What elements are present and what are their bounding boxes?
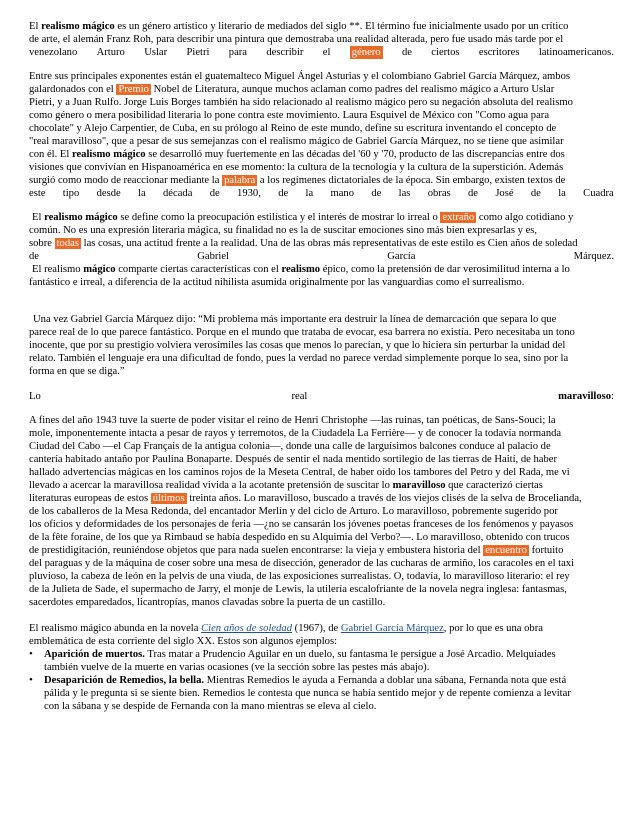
bullet-2-line-3: con la sábana y se despide de Fernanda con la mano mientras se eleva al cielo. — [44, 701, 377, 712]
p2-line-5: chocolate" y Alejo Carpentier, de Cuba, en su prólogo al Reino de este mundo, define su escritura inventando el concepto de — [29, 123, 557, 134]
p4-line-4: relato. También el lenguaje era una dificultad de fondo, pues la verdad no parece verdad simplemente porque lo sea, sino por la — [29, 353, 569, 364]
lo-real-maravilloso-line: Lo real maravilloso: — [29, 391, 614, 402]
p1-line-2: de arte, el alemán Franz Roh, para describir una pintura que demostraba una realidad alterada, pero fue usado más tarde por el — [29, 34, 564, 45]
p6-line-7: literaturas europeas de estos últimos treinta años. Lo maravilloso, buscado a través de los viejos clisés de la selva de Brocelianda, — [29, 493, 582, 504]
p1-line-1: El realismo mágico es un género artístico y literario de mediados del siglo **. El término fue inicialmente usado por un crítico — [29, 21, 569, 32]
highlight-extrano: extraño — [442, 212, 475, 223]
bullet-1-title: Aparición de muertos. — [44, 649, 145, 660]
garcia-marquez-link[interactable]: Gabriel García Márquez — [340, 623, 444, 634]
p6-line-14: de la Julieta de Sade, el supermacho de Jarry, el monje de Lewis, la utilería escalofriante de la novela negra inglesa: fantasmas, — [29, 584, 567, 595]
p6-line-11: de prestidigitación, reuniéndose objetos que para nada suelen encontrarse: la vieja y embustera historia del encuentro fortuito — [29, 545, 564, 556]
p3-line-3: sobre todas las cosas, una actitud frente a la realidad. Una de las obras más representativas de este estilo es Cien años de soledad — [29, 238, 578, 249]
p6-line-15: sacerdotes emparedados, licantropías, manos clavadas sobre la puerta de un castillo. — [29, 597, 386, 608]
highlight-premio: Premio — [118, 84, 149, 95]
p6-line-1: A fines del año 1943 tuve la suerte de poder visitar el reino de Henri Christophe —las ruinas, tan poéticas, de Sans-Souci; la — [29, 415, 556, 426]
realismo-magico-term: realismo mágico — [41, 21, 115, 32]
p6-line-8: de los caballeros de la Mesa Redonda, del encantador Merlín y del ciclo de Arturo. Lo maravilloso, pobremente sugerido por — [29, 506, 558, 517]
p6-line-10: de la fête foraine, de los que ya Rimbaud se había despedido en su Alquimia del Verbo?—. Lo maravilloso, obtenido con trucos — [29, 532, 570, 543]
p2-line-8: visiones que convivían en Hispanoamérica en ese momento: la cultura de la tecnología y la cultura de la superstición. Además — [29, 162, 564, 173]
p2-line-1: Entre sus principales exponentes están el guatemalteco Miguel Ángel Asturias y el colombiano Gabriel García Márquez, ambos — [29, 71, 570, 82]
highlight-genero: género — [351, 47, 381, 58]
bullet-2-marker: • — [29, 674, 33, 686]
p3-line-2: común. No es una expresión literaria mágica, su finalidad no es la de suscitar emociones sino más bien expresarlas y es, — [29, 225, 538, 236]
highlight-ultimos: últimos — [152, 493, 185, 504]
cien-anos-link[interactable]: Cien años de soledad — [201, 623, 293, 634]
p7-line-2: emblemática de esta corriente del siglo XX. Estos son algunos ejemplos: — [29, 636, 338, 647]
p6-line-9: los oficios y deformidades de los personajes de feria —¿no se cansarán los jóvenes poetas franceses de los fenómenos y payasos — [29, 519, 574, 530]
p3-line-5: El realismo mágico comparte ciertas características con el realismo épico, como la pretensión de dar verosimilitud interna a lo — [32, 264, 570, 275]
p6-line-4: cantería habitado antaño por Paulina Bonaparte. Después de sentir el nada mentido sortilegio de las tierras de Haití, de haber — [29, 454, 558, 465]
bullet-1-line-2: también vuelve de la muerte en varias ocasiones (ve la sección sobre las pestes más abajo). — [44, 662, 430, 673]
p2-line-10: este tipo desde la década de 1930, de la mano de las obras de José de la Cuadra — [29, 188, 614, 199]
bullet-1-marker: • — [29, 648, 33, 660]
p4-line-3: inocente, que por su prestigio volviera verosímiles las cosas que menos lo parecían, y que lo hiciera sin perturbar la unidad del — [29, 340, 566, 351]
p7-line-1: El realismo mágico abunda en la novela Cien años de soledad (1967), de Gabriel García Márquez, por lo que es una obra — [29, 623, 543, 634]
bullet-2-line-1: Desaparición de Remedios, la bella. Mientras Remedios le ayuda a Fernanda a doblar una sábana, Fernanda nota que está — [44, 675, 567, 686]
p2-line-4: como género o mera posibilidad literaria lo pone contra este movimiento. Laura Esquivel de México con "Como agua para — [29, 110, 550, 121]
bullet-2-line-2: pálida y le pregunta si se siente bien. Remedios le contesta que nunca se había sentido mejor y de repente comienza a levitar — [44, 688, 571, 699]
bullet-1-line-1: Aparición de muertos. Tras matar a Prudencio Aguilar en un duelo, su fantasma le persigue a José Arcadio. Melquíades — [44, 649, 556, 660]
p2-line-3: Pietri, y a Juan Rulfo. Jorge Luis Borges también ha sido relacionado al realismo mágico pero su negación absoluta del realismo — [29, 97, 573, 108]
highlight-todas: todas — [56, 238, 79, 249]
p3-line-4: de Gabriel García Márquez. — [29, 251, 614, 262]
p1-line-3: venezolano Arturo Uslar Pietri para describir el género de ciertos escritores latinoamericanos. — [29, 47, 614, 58]
bullet-2-title: Desaparición de Remedios, la bella. — [44, 675, 205, 686]
p6-line-6: llevado a acercar la maravillosa realidad vivida a la acotante pretensión de suscitar lo maravilloso que caracterizó ciertas — [29, 480, 543, 491]
p6-line-5: hallado advertencias mágicas en los caminos rojos de la Meseta Central, de haber oído los tambores del Petro y del Rada, me vi — [29, 467, 570, 478]
p3-line-1: El realismo mágico se define como la preocupación estilística y el interés de mostrar lo irreal o extraño como algo cotidiano y — [32, 212, 574, 223]
p6-line-12: del paraguas y de la máquina de coser sobre una mesa de disección, generador de las cucharas de armiño, los caracoles en el taxi — [29, 558, 575, 569]
p6-line-13: pluvioso, la cabeza de león en la pelvis de una viuda, de las exposiciones surrealistas. O, todavía, lo maravilloso literario: el rey — [29, 571, 570, 582]
p4-line-5: forma en que se diga.” — [29, 366, 125, 377]
p4-line-1: Una vez Gabriel García Márquez dijo: “Mi problema más importante era destruir la línea de demarcación que separa lo que — [33, 314, 557, 325]
p3-line-6: fantástico e irreal, a diferencia de la actitud nihilista asumida originalmente por las vanguardias como el surrealismo. — [29, 277, 525, 288]
p2-line-7: con él. El realismo mágico se desarrolló muy fuertemente en las décadas del '60 y '70, producto de las discrepancias entre dos — [29, 149, 565, 160]
highlight-encuentro: encuentro — [485, 545, 527, 556]
p2-line-9: surgió como modo de reaccionar mediante la palabra a los regímenes dictatoriales de la época. Sin embargo, existen textos de — [29, 175, 566, 186]
p2-line-6: "real maravilloso", que a pesar de sus semejanzas con el realismo mágico de Gabriel García Márquez, no se tiene que asimilar — [29, 136, 564, 147]
p4-line-2: parece real de lo que parece fantástico. Porque en el mundo que trataba de evocar, esa barrera no existía. Pero necesitaba un tono — [29, 327, 575, 338]
highlight-palabra: palabra — [224, 175, 256, 186]
p6-line-3: Ciudad del Cabo —el Cap Français de la antigua colonia—, donde una calle de larguísimos balcones conduce al palacio de — [29, 441, 551, 452]
p6-line-2: mole, imponentemente intacta a pesar de rayos y terremotos, de la Ciudadela La Ferrière— y de conocer la todavía normanda — [29, 428, 562, 439]
p2-line-2: galardonados con el Premio Nobel de Literatura, aunque muchos aclaman como padres del realismo mágico a Arturo Uslar — [29, 84, 555, 95]
